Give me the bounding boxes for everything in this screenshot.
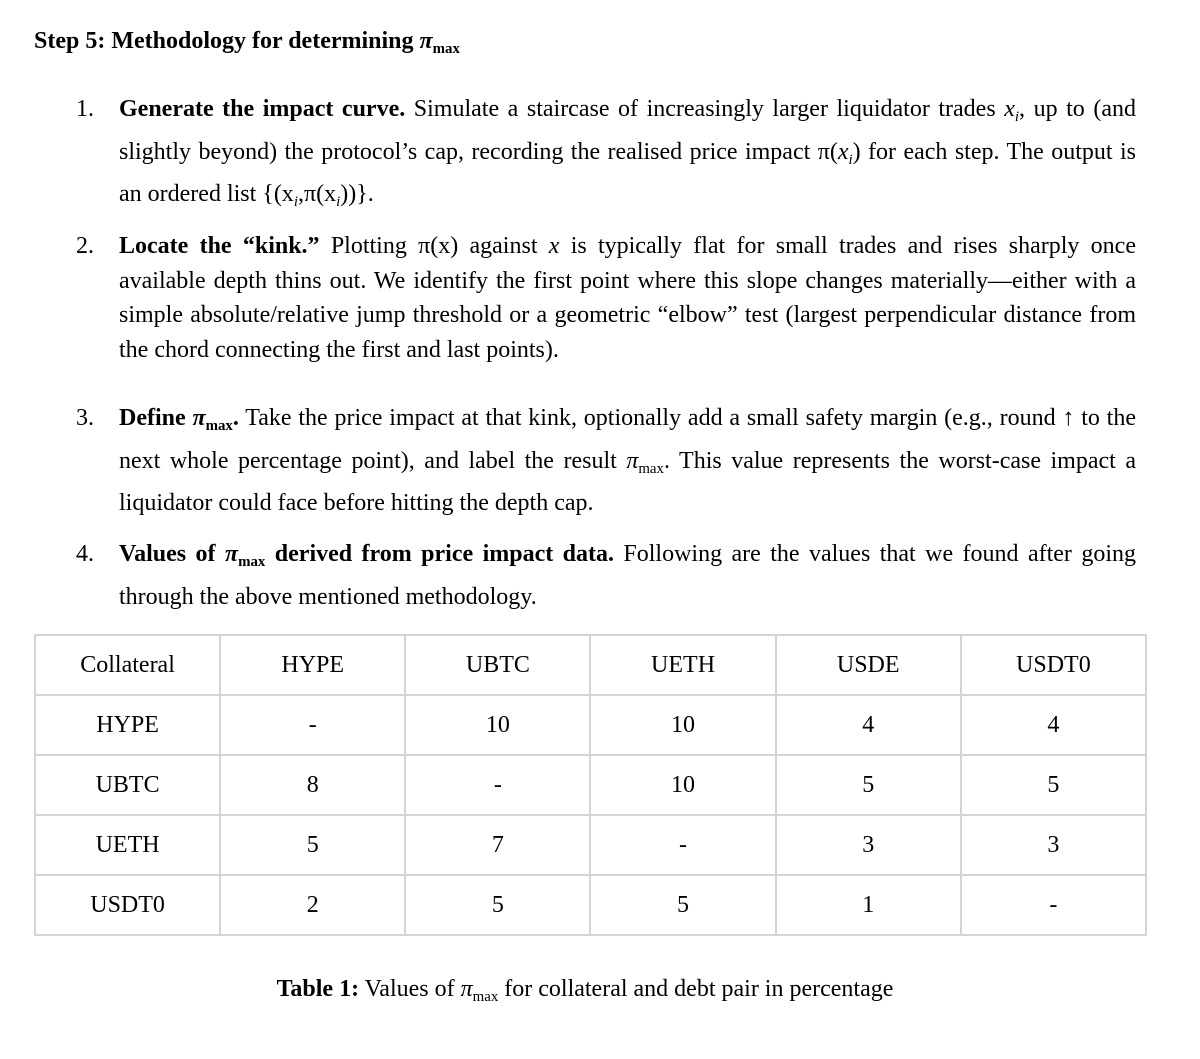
table-cell: 8: [220, 755, 405, 815]
step-number: 3.: [76, 405, 94, 431]
step-number: 4.: [76, 541, 94, 567]
step-body: Locate the “kink.” Plotting π(x) against x is typically flat for small trades and rises sharply once available depth thins out. We identify the first point where this slope changes materially—either with a simple absolute/relative jump threshold or a geometric “elbow” test (largest perpendicular distance from the chord connecting the first and last points).: [119, 233, 1136, 363]
table-cell: 7: [405, 815, 590, 875]
table-cell: 10: [405, 695, 590, 755]
column-header: UBTC: [405, 635, 590, 695]
step-lead: Locate the “kink.”: [119, 233, 320, 259]
table-cell: 5: [405, 875, 590, 935]
table-row: [35, 875, 1146, 935]
pi-max-table: [34, 634, 1147, 936]
row-header: UETH: [35, 815, 220, 875]
table-caption: Table 1: Values of $\pi_{max}$ for collateral and debt pair in percentage: [276, 976, 894, 1006]
table-cell: 4: [961, 695, 1146, 755]
column-header: USDE: [776, 635, 961, 695]
row-header: HYPE: [35, 695, 220, 755]
step-lead: Generate the impact curve.: [119, 96, 406, 122]
column-header: USDT0: [961, 635, 1146, 695]
step-2: [76, 229, 1136, 367]
table-cell: -: [220, 695, 405, 755]
step-lead: Define $\pi_{max}$.: [119, 405, 239, 435]
table-cell: 5: [590, 875, 775, 935]
row-header: UBTC: [35, 755, 220, 815]
pi-symbol: π: [419, 28, 433, 54]
step-body: Generate the impact curve. Simulate a staircase of increasingly larger liquidator trades $x_i$, up to (and slightly beyond) the protocol’s cap, recording the realised price impact $\pi(x_i)$ for each step. The output is an ordered list $\{(x_i,\pi(x_i))\}$.: [119, 96, 1137, 211]
table-row: [35, 755, 1146, 815]
row-header: USDT0: [35, 875, 220, 935]
step-3: [76, 401, 1136, 521]
table-header-row: [35, 635, 1146, 695]
step-body: Values of $\pi_{max}$ derived from price impact data. Following are the values that we found after going through the above mentioned methodology.: [119, 541, 1136, 610]
table-cell: 1: [776, 875, 961, 935]
table-cell: 2: [220, 875, 405, 935]
step-number: 1.: [76, 96, 94, 122]
column-header: HYPE: [220, 635, 405, 695]
table-row: [35, 815, 1146, 875]
table-cell: 5: [220, 815, 405, 875]
table-cell: -: [405, 755, 590, 815]
step-number: 2.: [76, 233, 94, 259]
table-cell: 3: [776, 815, 961, 875]
table-cell: -: [590, 815, 775, 875]
table-cell: 10: [590, 695, 775, 755]
section-heading: Step 5: Methodology for determining $\pi_{max}$: [34, 28, 460, 58]
step-lead: Values of $\pi_{max}$ derived from price impact data.: [119, 541, 614, 571]
table-cell: 10: [590, 755, 775, 815]
table-cell: 5: [776, 755, 961, 815]
table-cell: 5: [961, 755, 1146, 815]
step-body: Define $\pi_{max}$. Take the price impact at that kink, optionally add a small safety margin (e.g., round ↑ to the next whole percentage point), and label the result $\pi_{max}$. This value represents the worst-case impact a liquidator could face before hitting the depth cap.: [119, 405, 1136, 517]
table-cell: -: [961, 875, 1146, 935]
table-cell: 4: [776, 695, 961, 755]
table-row: [35, 695, 1146, 755]
table-cell: 3: [961, 815, 1146, 875]
step-4: [76, 537, 1136, 614]
step-1: [76, 92, 1136, 220]
column-header: Collateral: [35, 635, 220, 695]
column-header: UETH: [590, 635, 775, 695]
